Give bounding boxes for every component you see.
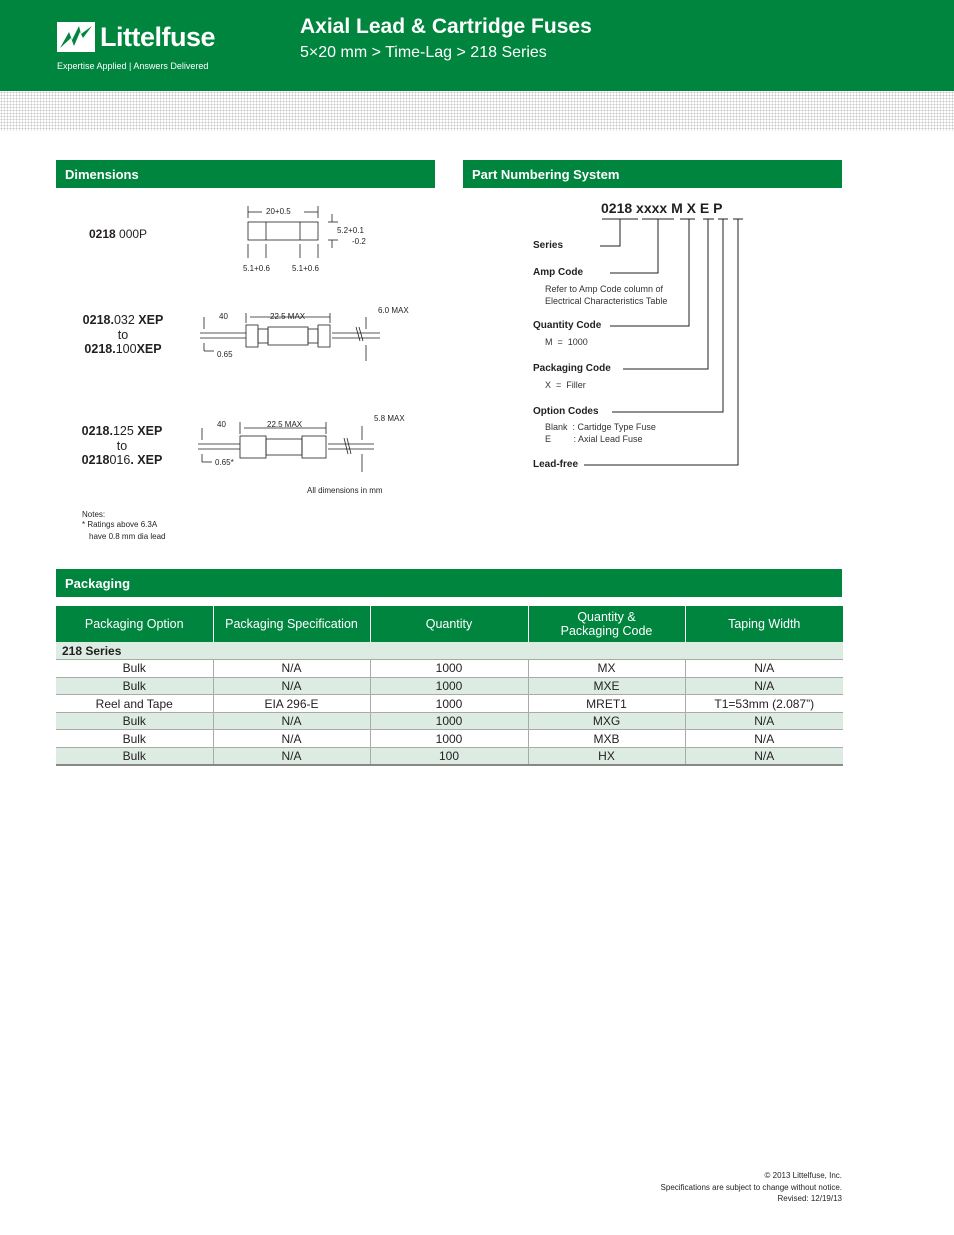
units-note: All dimensions in mm	[307, 486, 383, 495]
table-row	[56, 748, 843, 766]
brand-name: Littelfuse	[100, 22, 216, 52]
table-row	[56, 712, 843, 730]
col-packaging-specification: Packaging Specification	[213, 606, 370, 642]
dim3-max-label: 5.8 MAX	[374, 414, 405, 423]
table-cell: Bulk	[56, 748, 213, 766]
table-cell: MXE	[528, 677, 685, 695]
table-cell: N/A	[213, 748, 370, 766]
notes-line-1: * Ratings above 6.3A	[82, 520, 158, 529]
notes-line-2: have 0.8 mm dia lead	[89, 532, 166, 541]
option-codes-label: Option Codes	[533, 406, 599, 417]
table-cell: Bulk	[56, 712, 213, 730]
table-cell: 1000	[370, 677, 528, 695]
table-cell: EIA 296-E	[213, 695, 370, 713]
table-cell: Bulk	[56, 730, 213, 748]
col-packaging-option: Packaging Option	[56, 606, 213, 642]
table-cell: Reel and Tape	[56, 695, 213, 713]
dim1-cap-left: 5.1+0.6	[243, 264, 270, 273]
table-cell: N/A	[213, 660, 370, 678]
dim2-max-label: 6.0 MAX	[378, 306, 409, 315]
quantity-code-desc: M = 1000	[545, 337, 588, 347]
packaging-code-label: Packaging Code	[533, 363, 611, 374]
amp-code-desc: Refer to Amp Code column of Electrical Characteristics Table	[545, 284, 668, 306]
dim2-lead-label: 40	[219, 312, 228, 321]
table-row	[56, 695, 843, 713]
part1-label: 0218 000P	[89, 227, 148, 241]
part2-label: 0218.032 XEP to 0218.100XEP	[82, 313, 164, 356]
brand-tagline: Expertise Applied | Answers Delivered	[57, 61, 209, 71]
option-codes-desc: Blank : Cartidge Type Fuse E : Axial Lead Fuse	[545, 422, 656, 444]
table-cell: N/A	[213, 712, 370, 730]
table-cell: Bulk	[56, 677, 213, 695]
part-number-code: 0218 xxxx M X E P	[601, 200, 723, 216]
table-row	[56, 660, 843, 678]
table-cell: 1000	[370, 730, 528, 748]
page-subtitle: 5×20 mm > Time-Lag > 218 Series	[300, 44, 547, 61]
disclaimer: Specifications are subject to change without notice.	[660, 1182, 842, 1192]
table-cell: MXG	[528, 712, 685, 730]
table-cell: 1000	[370, 695, 528, 713]
table-cell: T1=53mm (2.087”)	[685, 695, 843, 713]
dotted-band	[0, 91, 954, 131]
packaging-heading: Packaging	[56, 569, 842, 597]
group-label: 218 Series	[56, 642, 843, 660]
table-cell: N/A	[685, 660, 843, 678]
part-numbering-heading: Part Numbering System	[463, 160, 842, 188]
series-label: Series	[533, 240, 564, 251]
page-title: Axial Lead & Cartridge Fuses	[300, 15, 592, 38]
dim1-diameter-label: 5.2+0.1	[337, 226, 364, 235]
table-cell: MXB	[528, 730, 685, 748]
table-cell: HX	[528, 748, 685, 766]
dim1-cap-right: 5.1+0.6	[292, 264, 319, 273]
col-quantity: Quantity	[370, 606, 528, 642]
quantity-code-label: Quantity Code	[533, 320, 602, 331]
packaging-table	[56, 606, 843, 766]
table-row	[56, 730, 843, 748]
table-cell: N/A	[213, 730, 370, 748]
col-taping-width: Taping Width	[685, 606, 843, 642]
page-footer	[661, 1170, 842, 1205]
dim1-diameter-tol: -0.2	[352, 237, 366, 246]
part3-label: 0218.125 XEP to 0218016. XEP	[81, 424, 163, 467]
table-cell: N/A	[685, 712, 843, 730]
dim2-wire-label: 0.65	[217, 350, 233, 359]
dim3-wire-label: 0.65*	[215, 458, 234, 467]
table-row	[56, 677, 843, 695]
dim2-body-label: 22.5 MAX	[270, 312, 306, 321]
table-cell: N/A	[685, 677, 843, 695]
revision-date: Revised: 12/19/13	[777, 1194, 842, 1203]
dim1-length-label: 20+0.5	[266, 207, 291, 216]
table-cell: N/A	[213, 677, 370, 695]
notes-title: Notes:	[82, 510, 106, 519]
page-header	[0, 0, 954, 91]
table-group-row	[56, 642, 843, 660]
dim3-body-label: 22.5 MAX	[267, 420, 303, 429]
table-cell: MX	[528, 660, 685, 678]
packaging-table-header	[56, 606, 843, 642]
table-cell: 100	[370, 748, 528, 766]
table-cell: Bulk	[56, 660, 213, 678]
table-cell: N/A	[685, 748, 843, 766]
table-cell: 1000	[370, 712, 528, 730]
copyright: © 2013 Littelfuse, Inc.	[764, 1171, 842, 1180]
dim3-lead-label: 40	[217, 420, 226, 429]
amp-code-label: Amp Code	[533, 267, 583, 278]
col-quantity-packaging-code: Quantity & Packaging Code	[528, 606, 685, 642]
table-cell: N/A	[685, 730, 843, 748]
table-cell: 1000	[370, 660, 528, 678]
table-cell: MRET1	[528, 695, 685, 713]
littelfuse-logo-icon	[57, 22, 95, 52]
lead-free-label: Lead-free	[533, 459, 579, 470]
packaging-code-desc: X = Filler	[545, 380, 586, 390]
dimensions-heading: Dimensions	[56, 160, 435, 188]
